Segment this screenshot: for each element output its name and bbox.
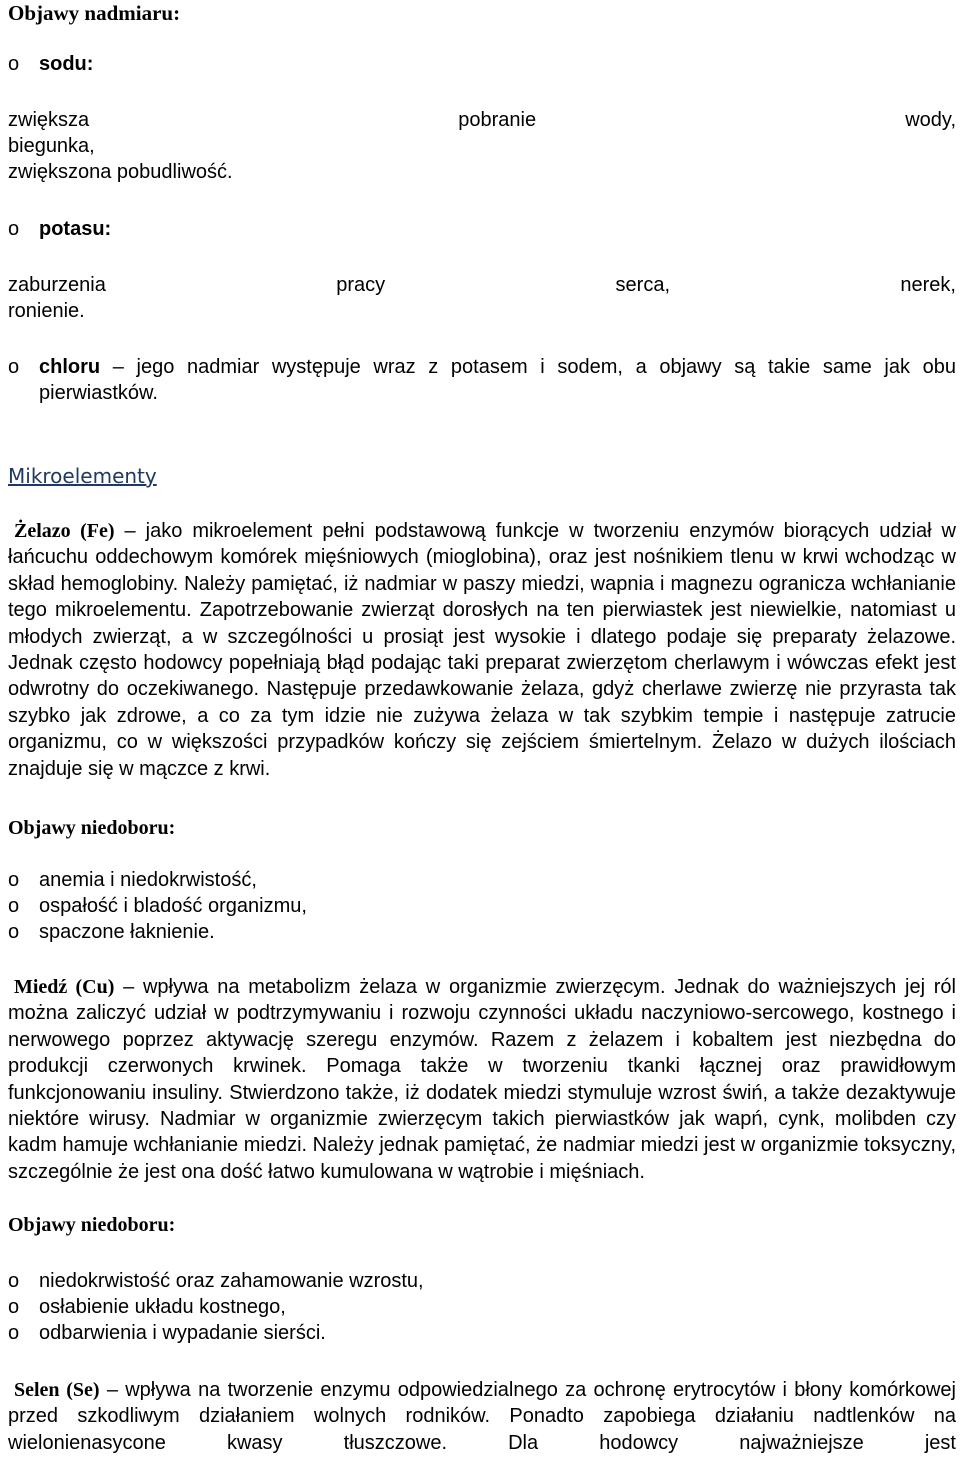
excess-symptoms-heading: Objawy nadmiaru:: [8, 1, 181, 25]
chlorine-text: – jego nadmiar występuje wraz z potasem i sodem, a objawy są takie same jak obu pierwiastków.: [39, 356, 956, 404]
chlorine-label: chloru: [39, 356, 101, 378]
iron-paragraph: [8, 518, 956, 782]
selenium-paragraph: [8, 1377, 956, 1456]
copper-name: Miedź (Cu): [14, 976, 115, 998]
potassium-line-1: zaburzenia pracy serca, nerek,: [8, 274, 956, 296]
copper-text: – wpływa na metabolizm żelaza w organizmie zwierzęcym. Jednak do ważniejszych jej ról można zaliczyć udział w podtrzymywaniu i rozwoju czynności układu naczyniowo-sercowego, kostnego i nerwowego poprzez aktywację szeregu enzymów. Razem z żelazem i kobaltem jest niezbędna do produkcji czerwonych krwinek. Pomaga także w tworzeniu tkanki łącznej oraz prawidłowym funkcjonowaniu insuliny. Stwierdzono także, iż dodatek miedzi stymuluje wzrost świń, a także dezaktywuje niektóre wirusy. Nadmiar w organizmie zwierzęcym takich pierwiastków jak wapń, cynk, molibden czy kadm hamuje wchłanianie miedzi. Należy jednak pamiętać, że nadmiar miedzi jest w organizmie toksyczny, szczególnie że jest ona dość łatwo kumulowana w wątrobie i mięśniach.: [8, 976, 956, 1183]
sodium-label: sodu:: [39, 53, 94, 75]
sodium-line-1: zwiększa pobranie wody,: [8, 109, 956, 131]
selenium-text: – wpływa na tworzenie enzymu odpowiedzialnego za ochronę erytrocytów i błony komórkowej przed szkodliwym działaniem wolnych rodników. Ponadto zapobiega działaniu nadtlenków na wielonienasycone kwasy tłuszczowe. Dla hodowcy najważniejsze jest: [8, 1379, 956, 1454]
iron-name: Żelazo (Fe): [14, 520, 115, 542]
bullet-marker: o: [8, 356, 20, 378]
copper-paragraph: [8, 974, 956, 1185]
iron-text: – jako mikroelement pełni podstawową funkcje w tworzeniu enzymów biorących udział w łańcuchu oddechowym komórek mięśniowych (mioglobina), oraz jest nośnikiem tlenu w krwi wchodząc w skład hemoglobiny. Należy pamiętać, iż nadmiar w paszy miedzi, wapnia i magnezu ogranicza wchłanianie tego mikroelementu. Zapotrzebowanie zwierząt dorosłych na ten pierwiastek jest niewielkie, natomiast u młodych zwierząt, a w szczególności u prosiąt jest wysokie i dlatego podaje się preparaty żelazowe. Jednak często hodowcy popełniają błąd podając taki preparat zwierzętom cherlawym i wówczas efekt jest odwrotny do oczekiwanego. Następuje przedawkowanie żelaza, gdyż cherlawe zwierzę nie przyrasta tak szybko jak zdrowe, a co za tym idzie nie zużywa żelaza w tak szybkim tempie i następuje zatrucie organizmu, co w większości przypadków kończy się zejściem śmiertelnym. Żelazo w dużych ilościach znajduje się w mączce z krwi.: [8, 520, 956, 780]
copper-deficiency-heading: Objawy niedoboru:: [8, 1214, 176, 1236]
selenium-name: Selen (Se): [14, 1379, 100, 1401]
bullet-marker: o: [8, 53, 20, 75]
potassium-label: potasu:: [39, 218, 112, 240]
iron-deficiency-heading: Objawy niedoboru:: [8, 817, 176, 839]
microelements-heading: Mikroelementy: [8, 464, 157, 488]
sodium-line-2: biegunka,: [8, 135, 95, 157]
sodium-line-3: zwiększona pobudliwość.: [8, 161, 233, 183]
potassium-line-2: ronienie.: [8, 300, 85, 322]
bullet-marker: o: [8, 218, 20, 240]
